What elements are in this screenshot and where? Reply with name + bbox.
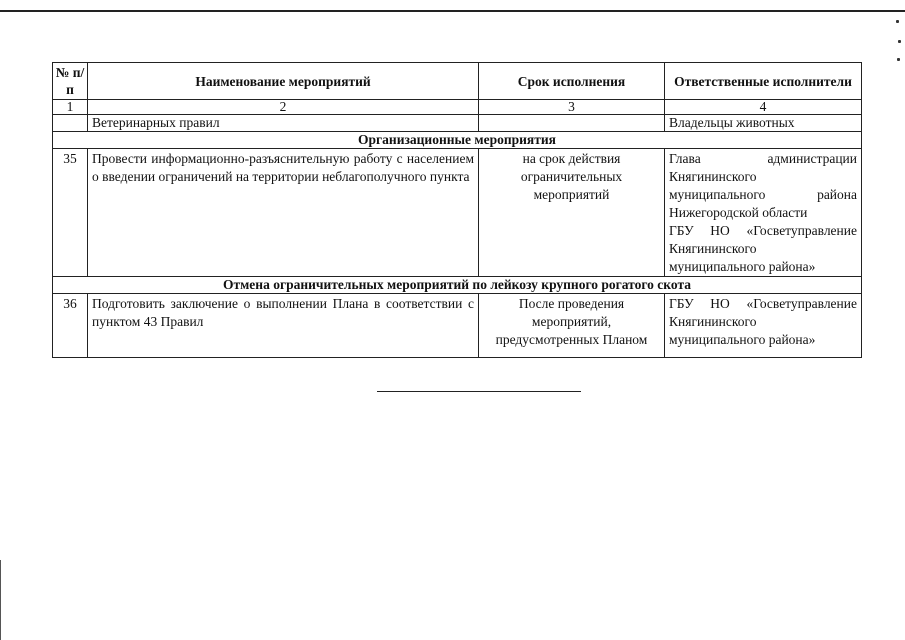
deadline-cell [479,149,665,277]
responsible-line: муниципального района» [669,259,816,274]
scan-speck [897,58,900,61]
section-row-organizational [53,132,862,149]
activity-plan-table [52,62,862,358]
section-title: Отмена ограничительных мероприятий по лейкозу крупного рогатого скота [53,277,862,294]
end-of-document-rule [377,391,581,392]
scan-speck [896,20,899,23]
responsible-line: Глава администрации Княгининского [669,151,857,184]
section-title: Организационные мероприятия [53,132,862,149]
deadline-line: мероприятий [533,187,610,202]
responsible-line: ГБУ НО «Госветуправление Княгининского [669,296,857,329]
deadline-line: ограничительных [520,169,623,184]
deadline-line: на срок действия [522,151,621,166]
deadline-line: предусмотренных Планом [495,332,648,347]
responsible-cell [665,149,862,277]
scan-speck [898,40,901,43]
column-number: 3 [479,100,665,115]
responsible-cell [665,294,862,358]
scan-top-rule [0,10,905,12]
deadline-line: мероприятий, [531,314,612,329]
continuation-row [53,115,862,132]
deadline-line: После проведения [518,296,625,311]
continuation-name: Ветеринарных правил [88,115,479,132]
row-number: 35 [53,149,88,277]
responsible-line: муниципального района» [669,332,816,347]
activity-name: Подготовить заключение о выполнении Плана в соответствии с пунктом 43 Правил [88,294,479,358]
responsible-line: ГБУ НО «Госветуправление Княгининского [669,223,857,256]
row-number: 36 [53,294,88,358]
responsible-line: муниципального района Нижегородской области [669,187,857,220]
table-row [53,149,862,277]
section-row-cancellation [53,277,862,294]
table-header-row [53,63,862,100]
header-name: Наименование мероприятий [88,63,479,100]
activity-name: Провести информационно-разъяснительную работу с населением о введении ограничений на территории неблагополучного пункта [88,149,479,277]
header-no: № п/п [53,63,88,100]
header-deadline: Срок исполнения [479,63,665,100]
scan-edge [0,560,1,640]
continuation-deadline [479,115,665,132]
header-responsible: Ответственные исполнители [665,63,862,100]
column-numbers-row [53,100,862,115]
column-number: 4 [665,100,862,115]
column-number: 1 [53,100,88,115]
continuation-no [53,115,88,132]
column-number: 2 [88,100,479,115]
deadline-cell [479,294,665,358]
continuation-responsible: Владельцы животных [665,115,862,132]
table-row [53,294,862,358]
